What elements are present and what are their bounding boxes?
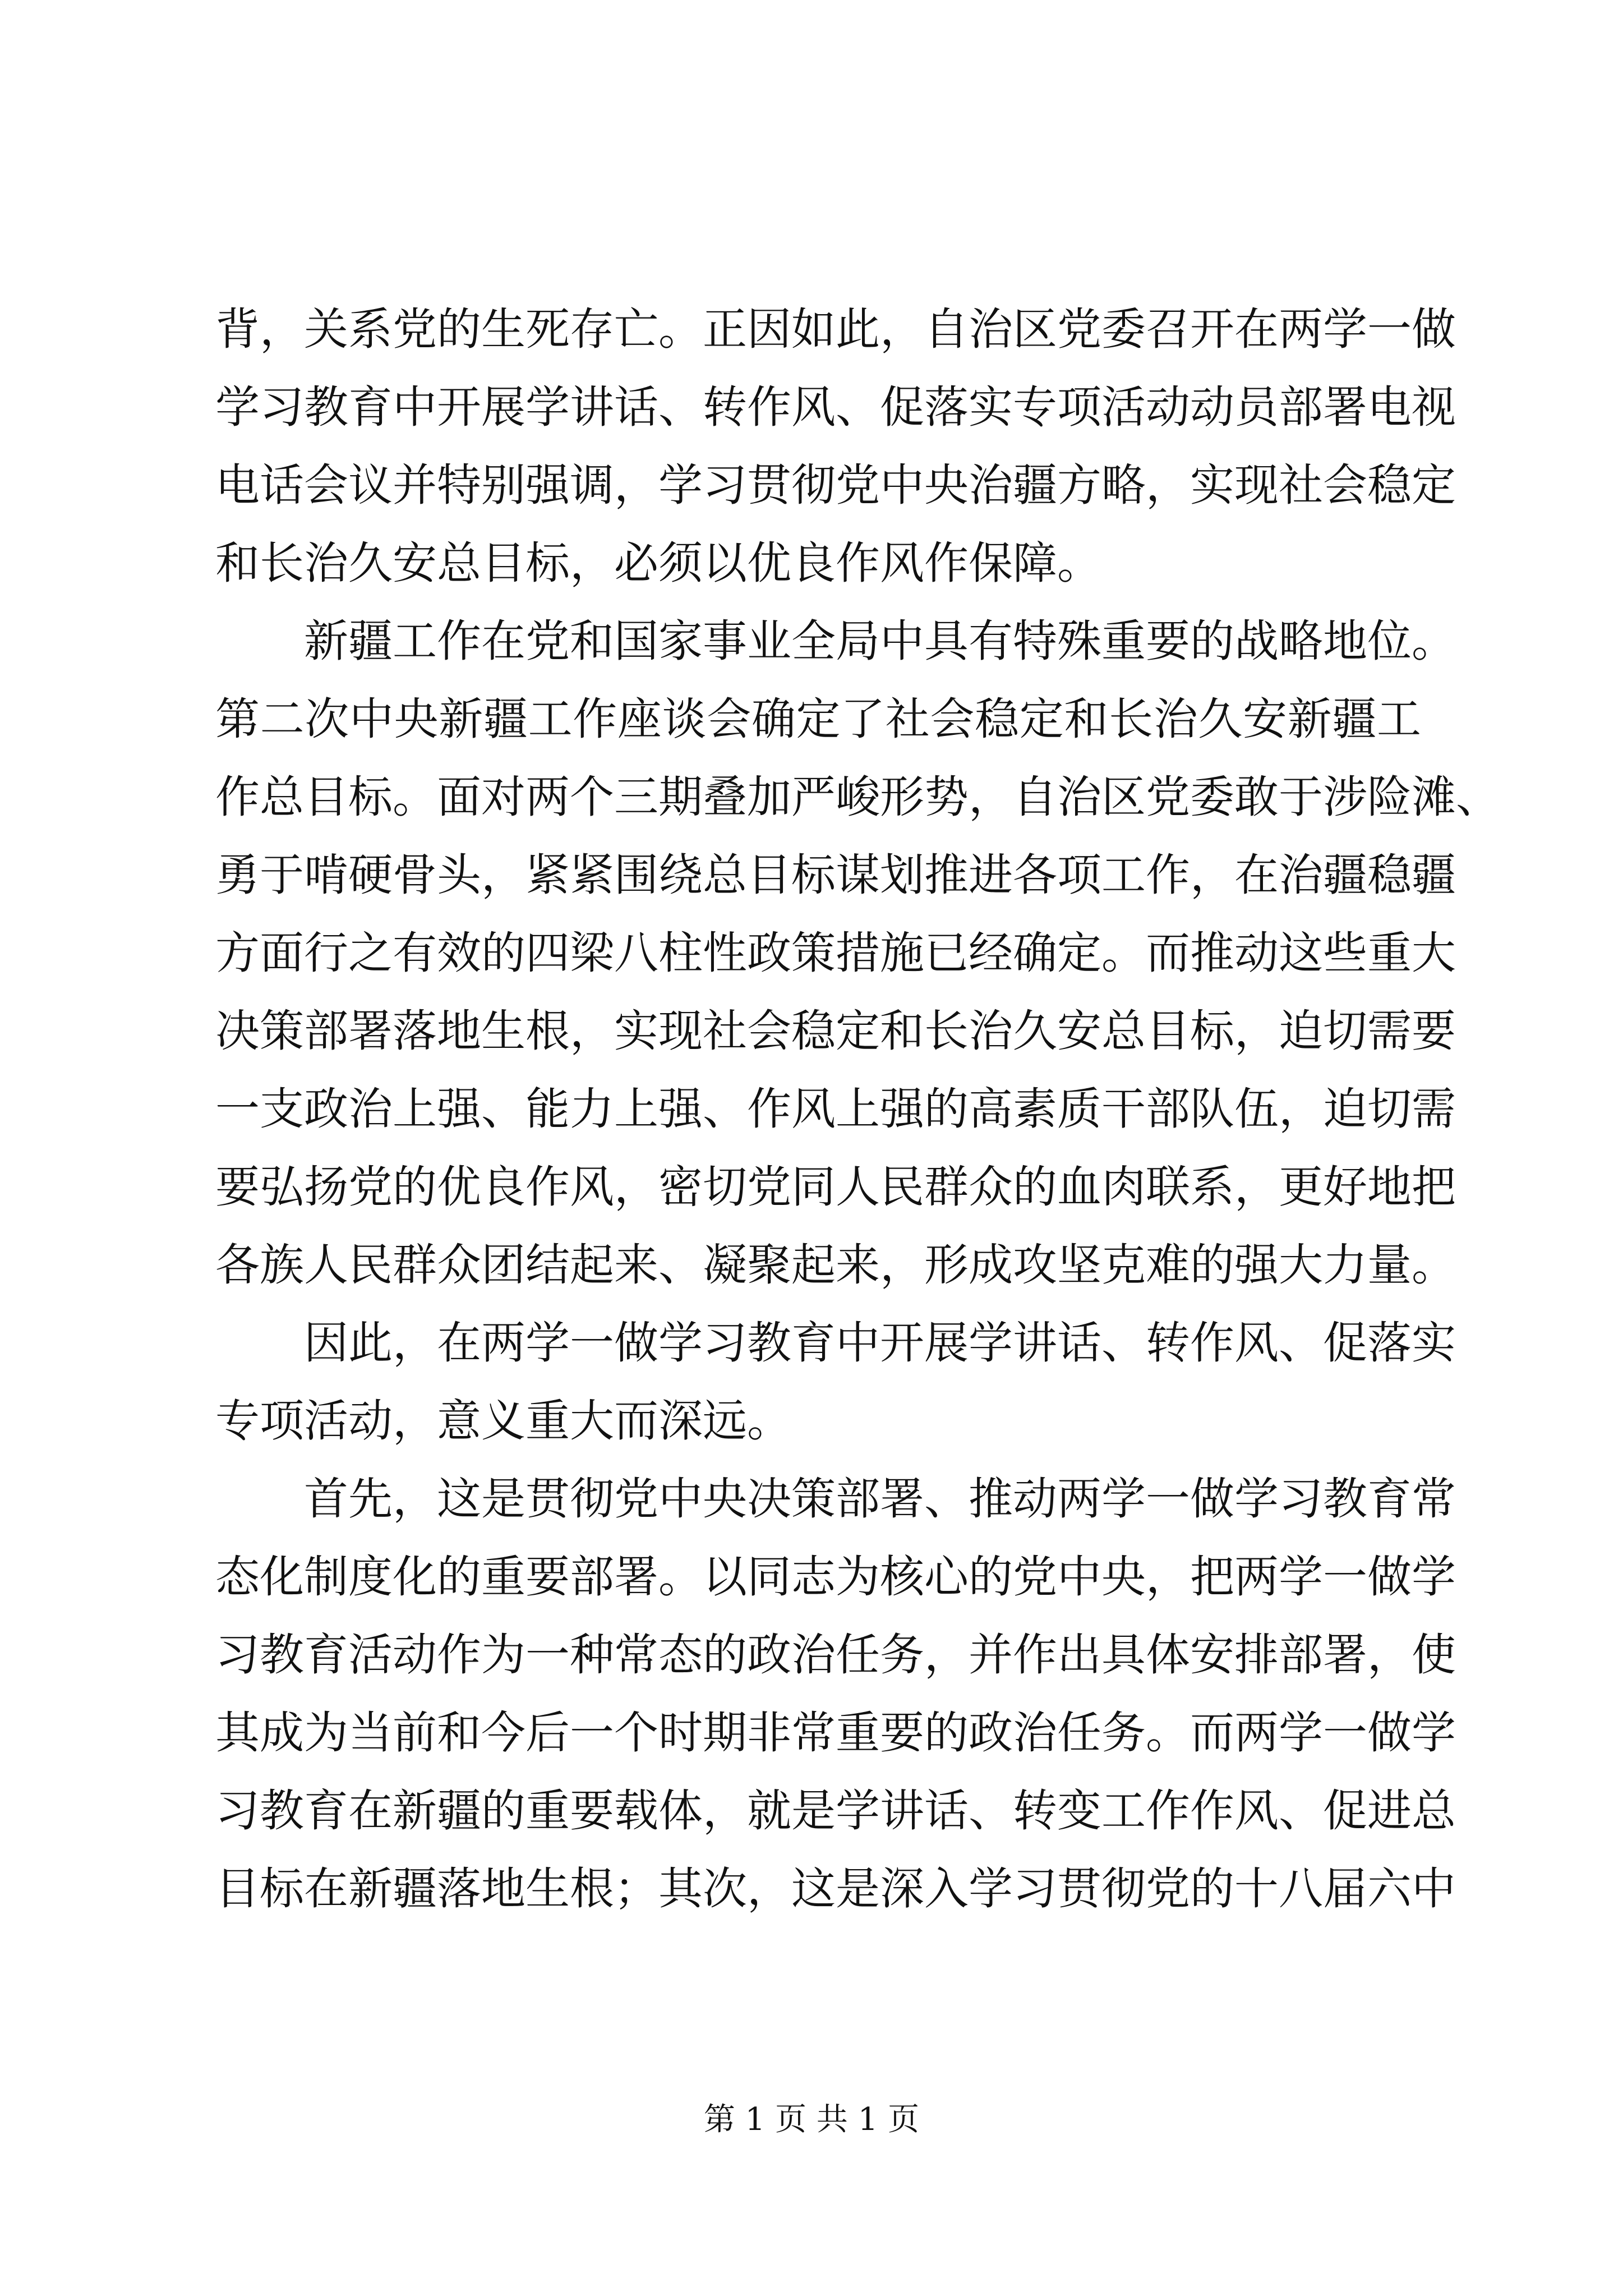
- paragraph-line: 方面行之有效的四梁八柱性政策措施已经确定。而推动这些重大: [215, 927, 1456, 979]
- paragraph-line: 习教育在新疆的重要载体，就是学讲话、转变工作作风、促进总: [215, 1785, 1456, 1837]
- paragraph-line: 因此，在两学一做学习教育中开展学讲话、转作风、促落实: [304, 1317, 1456, 1369]
- page-footer: [0, 2100, 1623, 2139]
- paragraph-line: 首先，这是贯彻党中央决策部署、推动两学一做学习教育常: [304, 1473, 1456, 1525]
- paragraph-line: 作总目标。面对两个三期叠加严峻形势，自治区党委敢于涉险滩、: [215, 771, 1500, 823]
- paragraph-line: 和长治久安总目标，必须以优良作风作保障。: [215, 537, 1101, 589]
- page-number-label: 第 1 页 共 1 页: [703, 2101, 920, 2138]
- paragraph-line: 新疆工作在党和国家事业全局中具有特殊重要的战略地位。: [304, 615, 1456, 667]
- paragraph-line: 其成为当前和今后一个时期非常重要的政治任务。而两学一做学: [215, 1707, 1456, 1759]
- paragraph-line: 决策部署落地生根，实现社会稳定和长治久安总目标，迫切需要: [215, 1005, 1456, 1057]
- paragraph-line: 第二次中央新疆工作座谈会确定了社会稳定和长治久安新疆工: [215, 693, 1421, 745]
- paragraph-line: 背，关系党的生死存亡。正因如此，自治区党委召开在两学一做: [215, 303, 1456, 355]
- paragraph-line: 勇于啃硬骨头，紧紧围绕总目标谋划推进各项工作，在治疆稳疆: [215, 849, 1456, 901]
- paragraph-line: 各族人民群众团结起来、凝聚起来，形成攻坚克难的强大力量。: [215, 1239, 1456, 1291]
- document-body: [215, 291, 1500, 1928]
- paragraph-line: 目标在新疆落地生根；其次，这是深入学习贯彻党的十八届六中: [215, 1863, 1456, 1915]
- paragraph-line: 专项活动，意义重大而深远。: [215, 1395, 791, 1447]
- paragraph-line: 态化制度化的重要部署。以同志为核心的党中央，把两学一做学: [215, 1551, 1456, 1603]
- paragraph-line: 要弘扬党的优良作风，密切党同人民群众的血肉联系，更好地把: [215, 1161, 1456, 1213]
- paragraph-line: 电话会议并特别强调，学习贯彻党中央治疆方略，实现社会稳定: [215, 459, 1456, 511]
- paragraph-line: 一支政治上强、能力上强、作风上强的高素质干部队伍，迫切需: [215, 1083, 1456, 1135]
- paragraph-line: 学习教育中开展学讲话、转作风、促落实专项活动动员部署电视: [215, 381, 1456, 433]
- paragraph-line: 习教育活动作为一种常态的政治任务，并作出具体安排部署，使: [215, 1629, 1456, 1681]
